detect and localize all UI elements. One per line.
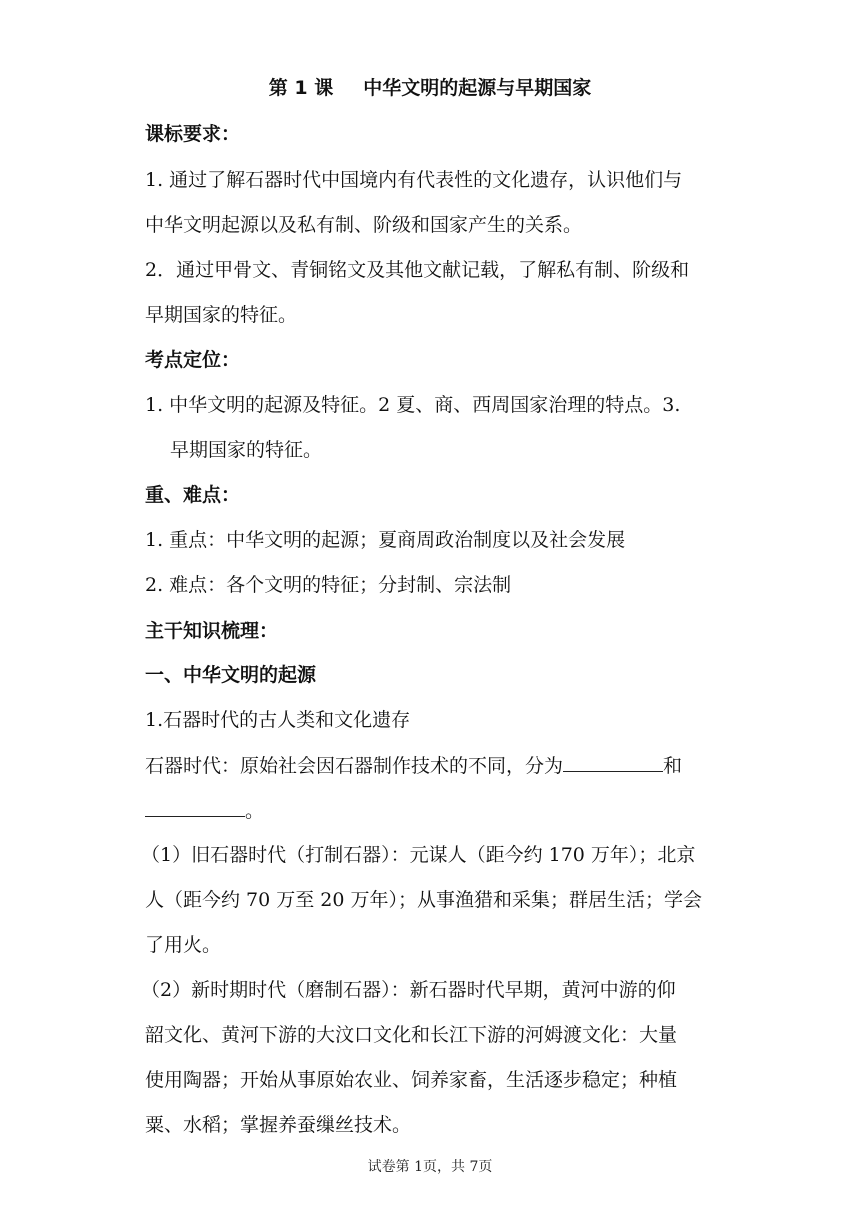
key-point-2: 2. 难点：各个文明的特征；分封制、宗法制: [145, 574, 512, 596]
stone-age-line-2: [145, 798, 730, 823]
neolithic-line-1: （2）新时期时代（磨制石器）：新石器时代早期，黄河中游的仰: [141, 979, 676, 1001]
exam-item-line-1: 1. 中华文明的起源及特征。2 夏、商、西周国家治理的特点。3.: [145, 394, 681, 416]
curriculum-item-1-line-2: 中华文明起源以及私有制、阶级和国家产生的关系。: [145, 214, 583, 236]
lesson-name: 中华文明的起源与早期国家: [363, 77, 592, 99]
neolithic-line-4: 粟、水稻；掌握养蚕缫丝技术。: [145, 1114, 412, 1136]
stone-age-text: 石器时代：原始社会因石器制作技术的不同，分为: [145, 755, 564, 777]
key-heading: 重、难点：: [145, 484, 241, 506]
exam-heading: 考点定位：: [145, 349, 241, 371]
paleolithic-line-3: 了用火。: [145, 934, 222, 956]
key-point-1: 1. 重点：中华文明的起源；夏商周政治制度以及社会发展: [145, 529, 626, 551]
main-knowledge-heading: 主干知识梳理：: [145, 620, 279, 642]
page-title: [0, 76, 860, 100]
neolithic-line-3: 使用陶器；开始从事原始农业、饲养家畜，生活逐步稳定；种植: [145, 1069, 678, 1091]
paleolithic-line-2: 人（距今约 70 万至 20 万年）；从事渔猎和采集；群居生活；学会: [145, 889, 703, 911]
lesson-number: 第 1 课: [268, 77, 334, 99]
exam-item-line-2: 早期国家的特征。: [170, 439, 323, 461]
paleolithic-line-1: （1）旧石器时代（打制石器）：元谋人（距今约 170 万年）；北京: [141, 844, 696, 866]
stone-age-and: 和: [663, 755, 683, 777]
page-footer: 试卷第 1页，共 7页: [367, 1159, 493, 1175]
curriculum-heading: 课标要求：: [145, 123, 241, 145]
stone-age-end: 。: [245, 800, 265, 822]
fill-blank-1[interactable]: [563, 753, 663, 772]
item-1-heading: 1.石器时代的古人类和文化遗存: [145, 709, 411, 731]
neolithic-line-2: 韶文化、黄河下游的大汶口文化和长江下游的河姆渡文化：大量: [145, 1024, 678, 1046]
part-one-heading: 一、中华文明的起源: [145, 664, 317, 686]
curriculum-item-2-line-1: 2．通过甲骨文、青铜铭文及其他文献记载，了解私有制、阶级和: [145, 259, 690, 281]
curriculum-item-1-line-1: 1. 通过了解石器时代中国境内有代表性的文化遗存，认识他们与: [145, 169, 683, 191]
stone-age-line-1: [145, 753, 730, 778]
fill-blank-2[interactable]: [145, 798, 245, 817]
curriculum-item-2-line-2: 早期国家的特征。: [145, 304, 298, 326]
